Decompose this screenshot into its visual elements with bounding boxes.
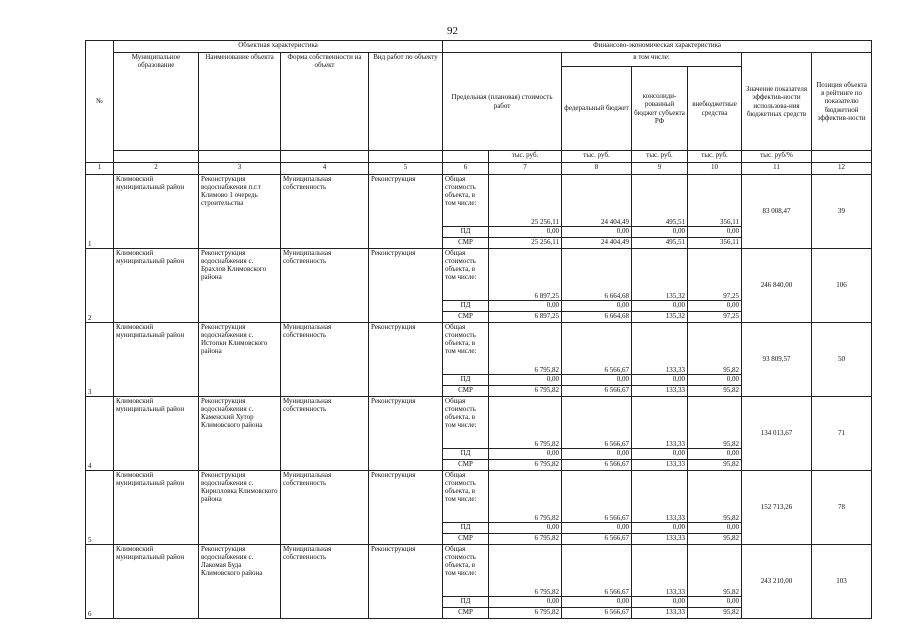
pd-value: 0,00	[562, 523, 632, 534]
smr-value: 133,33	[632, 608, 688, 619]
total-value: 135,32	[632, 249, 688, 301]
unit-10: тыс. руб.	[688, 151, 742, 163]
row-number: 4	[86, 397, 114, 471]
unit-7: тыс. руб.	[489, 151, 562, 163]
table-row	[86, 545, 872, 597]
pd-value: 0,00	[688, 375, 742, 386]
smr-value: 95,82	[688, 608, 742, 619]
total-value: 6 566,67	[562, 471, 632, 523]
column-number: 8	[562, 163, 632, 175]
header-fin-char: Финансово-экономическая характеристика	[443, 41, 872, 53]
pd-value: 0,00	[632, 449, 688, 460]
row-number: 2	[86, 249, 114, 323]
pd-value: 0,00	[632, 301, 688, 312]
unit-9: тыс. руб.	[632, 151, 688, 163]
total-value: 97,25	[688, 249, 742, 301]
work-type-cell: Реконструкция	[369, 323, 443, 397]
object-name-cell: Реконструкция водоснабжения с. Кирилловка Климовского района	[199, 471, 281, 545]
smr-value: 6 566,67	[562, 534, 632, 545]
pd-value: 0,00	[562, 301, 632, 312]
pd-label: ПД	[443, 375, 489, 386]
total-label: Общая стоимость объекта, в том числе:	[443, 545, 489, 597]
object-name-cell: Реконструкция водоснабжения п.г.т Климово 1 очередь строительства	[199, 175, 281, 249]
column-number: 6	[443, 163, 489, 175]
efficiency-value: 152 713,26	[742, 471, 812, 545]
smr-value: 6 795,82	[489, 534, 562, 545]
header-cost: Предельная (плановая) стоимость работ	[443, 53, 562, 151]
row-number: 5	[86, 471, 114, 545]
pd-value: 0,00	[632, 227, 688, 238]
total-value: 6 795,82	[489, 545, 562, 597]
smr-value: 495,51	[632, 238, 688, 249]
municipality-cell: Климовский муниципальный район	[114, 249, 199, 323]
pd-label: ПД	[443, 301, 489, 312]
pd-label: ПД	[443, 597, 489, 608]
work-type-cell: Реконструкция	[369, 471, 443, 545]
municipality-cell: Климовский муниципальный район	[114, 175, 199, 249]
table-row	[86, 323, 872, 375]
pd-label: ПД	[443, 523, 489, 534]
pd-value: 0,00	[562, 597, 632, 608]
projects-table	[85, 40, 872, 619]
column-number: 2	[114, 163, 199, 175]
header-work-type: Вид работ по объекту	[369, 53, 443, 151]
smr-label: СМР	[443, 312, 489, 323]
total-value: 133,33	[632, 471, 688, 523]
pd-value: 0,00	[489, 523, 562, 534]
municipality-cell: Климовский муниципальный район	[114, 471, 199, 545]
column-number: 10	[688, 163, 742, 175]
smr-label: СМР	[443, 534, 489, 545]
pd-value: 0,00	[632, 375, 688, 386]
total-value: 6 566,67	[562, 323, 632, 375]
smr-label: СМР	[443, 238, 489, 249]
total-value: 495,51	[632, 175, 688, 227]
pd-value: 0,00	[489, 597, 562, 608]
pd-value: 0,00	[489, 301, 562, 312]
smr-value: 6 566,67	[562, 608, 632, 619]
smr-value: 6 795,82	[489, 608, 562, 619]
efficiency-value: 83 008,47	[742, 175, 812, 249]
total-value: 6 664,68	[562, 249, 632, 301]
smr-value: 356,11	[688, 238, 742, 249]
smr-value: 95,82	[688, 460, 742, 471]
header-name: Наименование объекта	[199, 53, 281, 151]
smr-value: 6 566,67	[562, 460, 632, 471]
efficiency-value: 93 809,57	[742, 323, 812, 397]
rank-value: 103	[812, 545, 872, 619]
ownership-cell: Муниципальная собственность	[281, 175, 369, 249]
total-value: 133,33	[632, 397, 688, 449]
smr-value: 6 897,25	[489, 312, 562, 323]
header-consolidated: консолиди-рованный бюджет субъекта РФ	[632, 67, 688, 151]
pd-value: 0,00	[489, 375, 562, 386]
total-value: 95,82	[688, 471, 742, 523]
smr-label: СМР	[443, 608, 489, 619]
smr-value: 95,82	[688, 534, 742, 545]
smr-label: СМР	[443, 460, 489, 471]
total-value: 6 566,67	[562, 545, 632, 597]
table-row	[86, 471, 872, 523]
ownership-cell: Муниципальная собственность	[281, 545, 369, 619]
column-number: 9	[632, 163, 688, 175]
row-number: 6	[86, 545, 114, 619]
rank-value: 39	[812, 175, 872, 249]
total-label: Общая стоимость объекта, в том числе:	[443, 249, 489, 301]
pd-value: 0,00	[562, 227, 632, 238]
row-number: 1	[86, 175, 114, 249]
pd-value: 0,00	[688, 449, 742, 460]
total-value: 6 795,82	[489, 323, 562, 375]
column-number: 7	[489, 163, 562, 175]
header-federal: федеральный бюджет	[562, 67, 632, 151]
pd-value: 0,00	[688, 301, 742, 312]
header-position: Позиция объекта в рейтинге по показателю бюджетной эффектив-ности	[812, 53, 872, 151]
smr-value: 133,33	[632, 460, 688, 471]
total-value: 133,33	[632, 323, 688, 375]
smr-value: 6 664,68	[562, 312, 632, 323]
smr-value: 6 795,82	[489, 386, 562, 397]
table-row	[86, 249, 872, 301]
pd-value: 0,00	[688, 597, 742, 608]
total-label: Общая стоимость объекта, в том числе:	[443, 397, 489, 449]
page-number: 92	[447, 25, 458, 37]
smr-label: СМР	[443, 386, 489, 397]
smr-value: 25 256,11	[489, 238, 562, 249]
efficiency-value: 246 840,00	[742, 249, 812, 323]
smr-value: 95,82	[688, 386, 742, 397]
ownership-cell: Муниципальная собственность	[281, 249, 369, 323]
ownership-cell: Муниципальная собственность	[281, 471, 369, 545]
object-name-cell: Реконструкция водоснабжения с. Брахлов Климовского района	[199, 249, 281, 323]
total-value: 356,11	[688, 175, 742, 227]
work-type-cell: Реконструкция	[369, 249, 443, 323]
column-number: 12	[812, 163, 872, 175]
pd-value: 0,00	[562, 449, 632, 460]
work-type-cell: Реконструкция	[369, 175, 443, 249]
total-value: 95,82	[688, 545, 742, 597]
efficiency-value: 243 210,00	[742, 545, 812, 619]
pd-label: ПД	[443, 449, 489, 460]
header-indicator: Значение показателя эффектив-ности использова-ния бюджетных средств	[742, 53, 812, 151]
total-value: 6 566,67	[562, 397, 632, 449]
municipality-cell: Климовский муниципальный район	[114, 545, 199, 619]
municipality-cell: Климовский муниципальный район	[114, 323, 199, 397]
column-number: 3	[199, 163, 281, 175]
smr-value: 6 795,82	[489, 460, 562, 471]
work-type-cell: Реконструкция	[369, 545, 443, 619]
smr-value: 133,33	[632, 386, 688, 397]
efficiency-value: 134 013,67	[742, 397, 812, 471]
total-value: 24 404,49	[562, 175, 632, 227]
pd-value: 0,00	[688, 523, 742, 534]
municipality-cell: Климовский муниципальный район	[114, 397, 199, 471]
ownership-cell: Муниципальная собственность	[281, 397, 369, 471]
rank-value: 71	[812, 397, 872, 471]
smr-value: 135,32	[632, 312, 688, 323]
total-label: Общая стоимость объекта, в том числе:	[443, 175, 489, 227]
header-object-char: Объектная характеристика	[114, 41, 443, 53]
column-number: 5	[369, 163, 443, 175]
unit-8: тыс. руб.	[562, 151, 632, 163]
total-value: 95,82	[688, 397, 742, 449]
work-type-cell: Реконструкция	[369, 397, 443, 471]
ownership-cell: Муниципальная собственность	[281, 323, 369, 397]
header-including: в том числе:	[562, 53, 742, 67]
total-value: 6 795,82	[489, 397, 562, 449]
pd-value: 0,00	[688, 227, 742, 238]
smr-value: 24 404,49	[562, 238, 632, 249]
rank-value: 106	[812, 249, 872, 323]
column-number: 4	[281, 163, 369, 175]
column-number: 11	[742, 163, 812, 175]
total-value: 6 795,82	[489, 471, 562, 523]
rank-value: 50	[812, 323, 872, 397]
object-name-cell: Реконструкция водоснабжения с. Истопки Климовского района	[199, 323, 281, 397]
column-number: 1	[86, 163, 114, 175]
pd-value: 0,00	[632, 597, 688, 608]
total-label: Общая стоимость объекта, в том числе:	[443, 471, 489, 523]
total-value: 25 256,11	[489, 175, 562, 227]
header-num: №	[86, 41, 114, 163]
pd-value: 0,00	[489, 227, 562, 238]
header-mun: Муниципальное образование	[114, 53, 199, 151]
table-row	[86, 175, 872, 227]
table-row	[86, 397, 872, 449]
rank-value: 78	[812, 471, 872, 545]
object-name-cell: Реконструкция водоснабжения с. Каменский Хутор Климовского района	[199, 397, 281, 471]
unit-11: тыс. руб/%	[742, 151, 812, 163]
row-number: 3	[86, 323, 114, 397]
total-value: 95,82	[688, 323, 742, 375]
smr-value: 6 566,67	[562, 386, 632, 397]
pd-value: 0,00	[489, 449, 562, 460]
total-value: 133,33	[632, 545, 688, 597]
object-name-cell: Реконструкция водоснабжения с. Лакомая Буда Климовского района	[199, 545, 281, 619]
total-value: 6 897,25	[489, 249, 562, 301]
total-label: Общая стоимость объекта, в том числе:	[443, 323, 489, 375]
pd-value: 0,00	[632, 523, 688, 534]
smr-value: 133,33	[632, 534, 688, 545]
header-ownership: Форма собственности на объект	[281, 53, 369, 151]
pd-value: 0,00	[562, 375, 632, 386]
pd-label: ПД	[443, 227, 489, 238]
smr-value: 97,25	[688, 312, 742, 323]
header-offbudget: внебюджетные средства	[688, 67, 742, 151]
